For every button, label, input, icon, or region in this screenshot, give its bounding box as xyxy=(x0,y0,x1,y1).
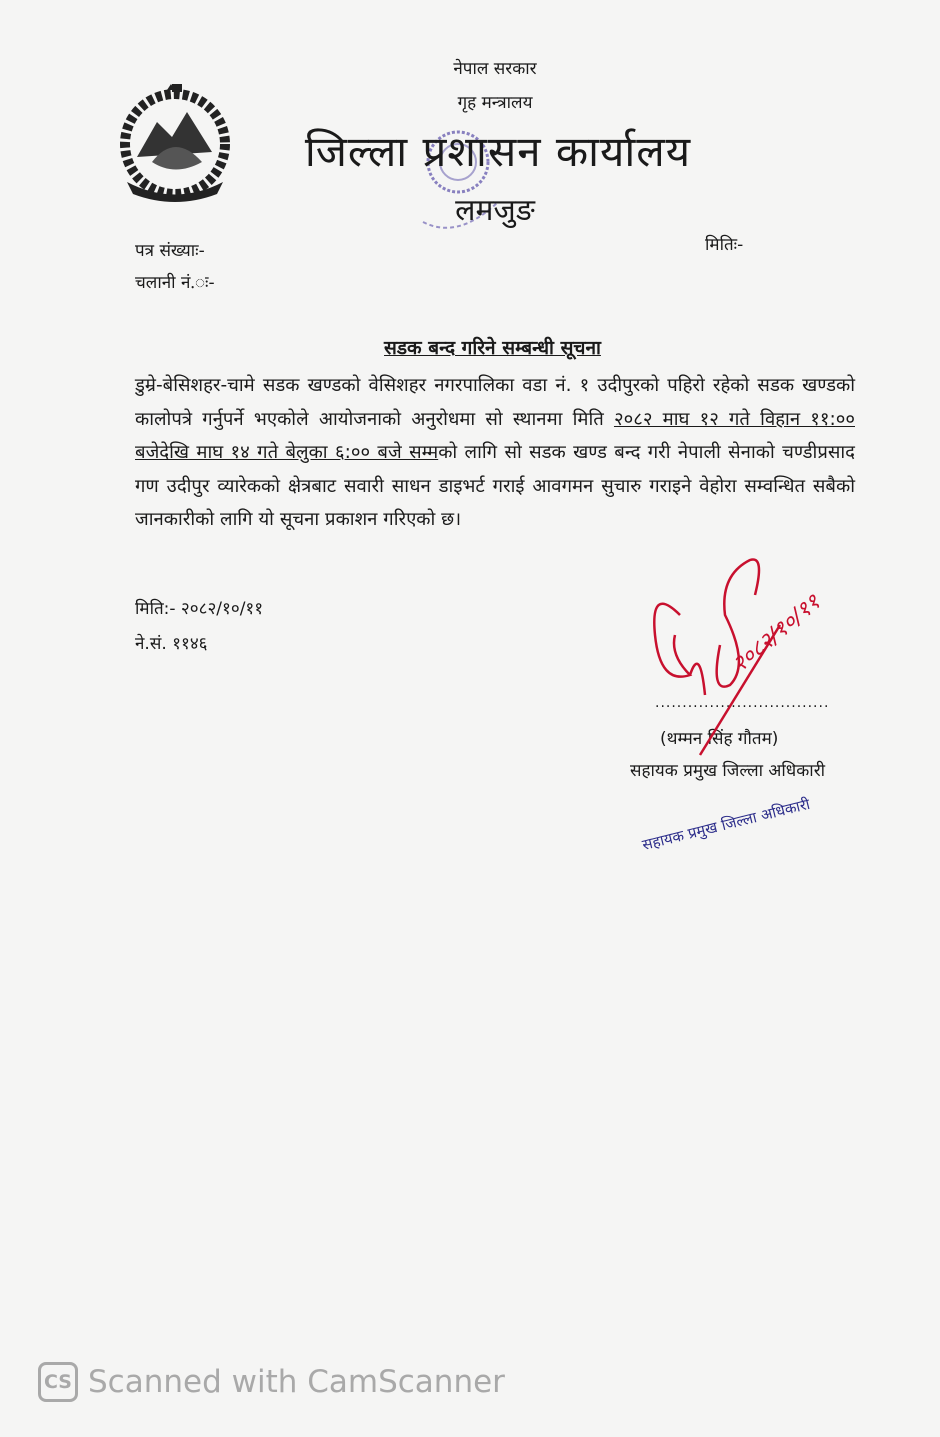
closure-period: २०८२ माघ १२ गते विहान ११:०० बजेदेखि माघ १४ गते बेलुका ६:०० बजे सम्म xyxy=(135,408,855,463)
ministry-name: गृह मन्त्रालय xyxy=(457,93,533,113)
signature-line: ................................ xyxy=(655,695,830,711)
office-name: जिल्ला प्रशासन कार्यालय xyxy=(304,127,692,176)
date-label: मितिः- xyxy=(705,235,744,255)
notice-title xyxy=(240,334,745,360)
dispatch-number-label: चलानी नं.ः- xyxy=(135,273,215,293)
notice-footer xyxy=(135,592,435,662)
body-text-2: को लागि सो सडक खण्ड बन्द गरी नेपाली सेनाको चण्डीप्रसाद गण उदीपुर व्यारेकको क्षेत्रबाट सवारी साधन डाइभर्ट गराई आवगमन सुचारु गराइने वेहोरा सम्वन्धित सबैको जानकारीको लागि यो सूचना प्रकाशन गरिएको छ। xyxy=(135,442,855,530)
district-name: लमजुङ xyxy=(455,193,535,228)
camscanner-watermark xyxy=(38,1362,505,1402)
nepal-government-emblem xyxy=(112,82,238,204)
body-text-1: डुम्रे-बेसिशहर-चामे सडक खण्डको वेसिशहर नगरपालिका वडा नं. १ उदीपुरको पहिरो रहेको सडक खण्डको कालोपत्रे गर्नुपर्ने भएकोले आयोजनाको अनुरोधमा सो स्थानमा मिति xyxy=(135,375,855,430)
nepal-sambat: ने.सं. ११४६ xyxy=(135,634,208,654)
signatory-name: (थम्मन सिंह गौतम) xyxy=(660,729,779,749)
letter-number-label: पत्र संख्याः- xyxy=(135,241,205,261)
government-name: नेपाल सरकार xyxy=(453,59,537,79)
notice-body xyxy=(135,369,855,570)
camscanner-logo-icon: CS xyxy=(38,1362,78,1402)
designation-seal: सहायक प्रमुख जिल्ला अधिकारी xyxy=(640,794,812,855)
handwritten-signature xyxy=(630,555,870,855)
notice-title-text: सडक बन्द गरिने सम्बन्धी सूचना xyxy=(384,337,601,359)
signatory-designation: सहायक प्रमुख जिल्ला अधिकारी xyxy=(630,761,826,781)
handwritten-date: २०८२/१०/११ xyxy=(727,590,826,678)
issue-date: मिति:- २०८२/१०/११ xyxy=(135,599,264,619)
watermark-text: Scanned with CamScanner xyxy=(88,1364,505,1400)
